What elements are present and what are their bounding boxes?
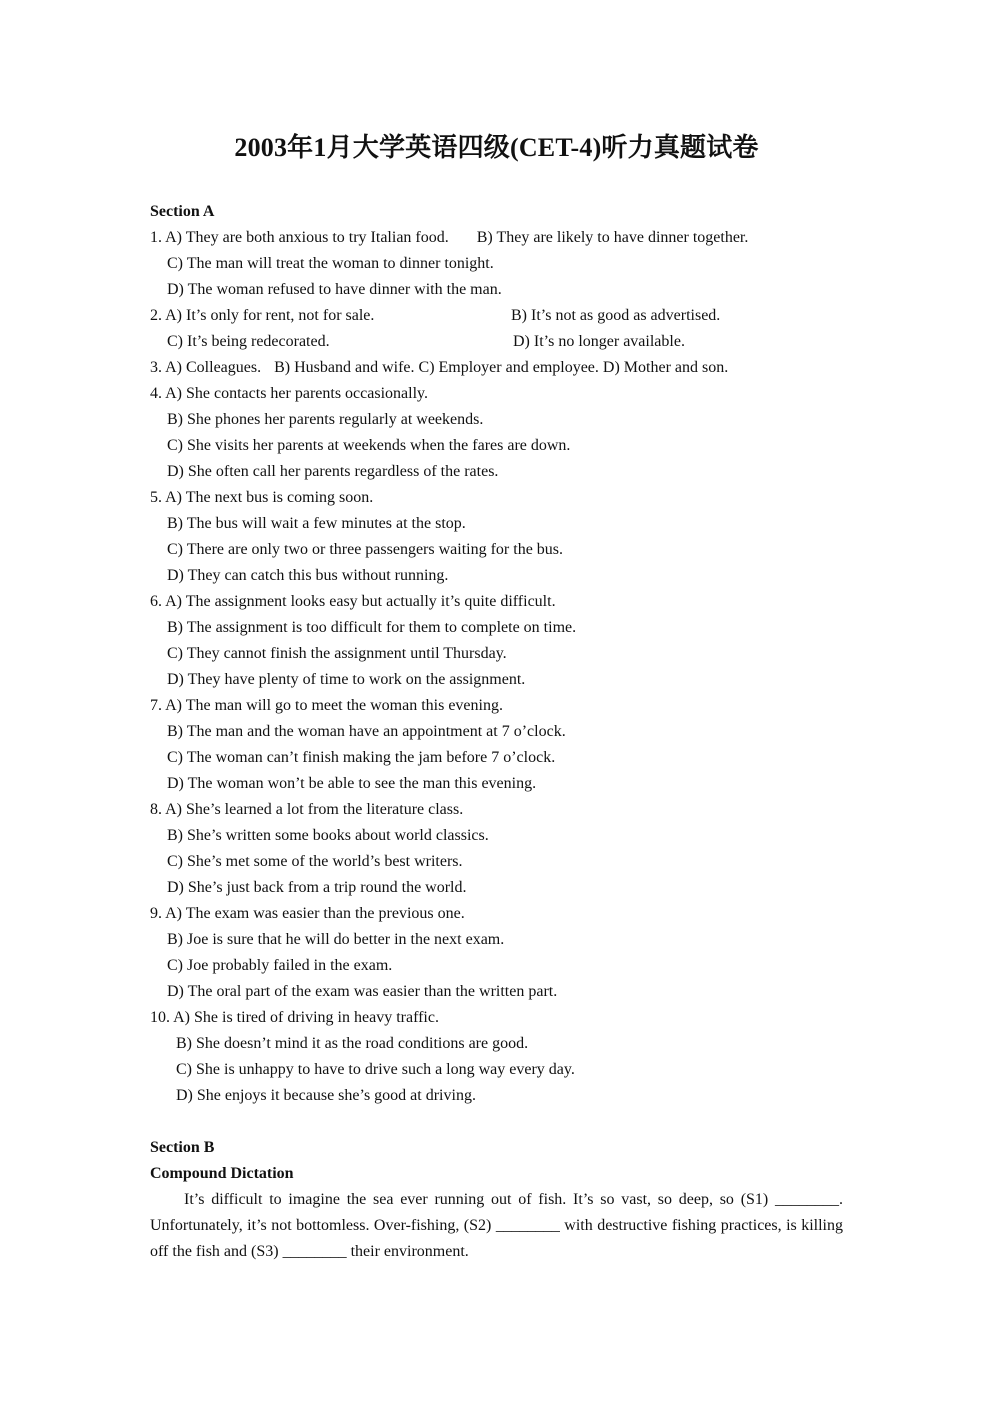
question-2-option-b: B) It’s not as good as advertised. bbox=[511, 307, 721, 324]
question-9-option-c: C) Joe probably failed in the exam. bbox=[167, 957, 393, 974]
section-b-heading: Section B bbox=[150, 1139, 215, 1156]
question-7-option-d: D) The woman won’t be able to see the man this evening. bbox=[167, 775, 537, 792]
question-4-option-b: B) She phones her parents regularly at weekends. bbox=[167, 411, 484, 428]
question-10-option-c: C) She is unhappy to have to drive such a long way every day. bbox=[176, 1061, 575, 1078]
question-7-option-b: B) The man and the woman have an appointment at 7 o’clock. bbox=[167, 723, 566, 740]
question-2-option-c: C) It’s being redecorated. bbox=[167, 333, 330, 350]
question-9-option-d: D) The oral part of the exam was easier than the written part. bbox=[167, 983, 558, 1000]
question-1-row-1 bbox=[150, 225, 843, 251]
question-10-option-b: B) She doesn’t mind it as the road conditions are good. bbox=[176, 1035, 529, 1052]
question-4-option-c: C) She visits her parents at weekends when the fares are down. bbox=[167, 437, 571, 454]
question-2-option-d: D) It’s no longer available. bbox=[513, 333, 685, 350]
question-6-option-a: 6. A) The assignment looks easy but actually it’s quite difficult. bbox=[150, 593, 556, 610]
question-8-option-a: 8. A) She’s learned a lot from the literature class. bbox=[150, 801, 464, 818]
question-3-option-d: D) Mother and son. bbox=[602, 359, 729, 376]
question-3-option-c: C) Employer and employee. bbox=[418, 359, 599, 376]
question-2-option-a: 2. A) It’s only for rent, not for sale. bbox=[150, 307, 375, 324]
question-2-row-1 bbox=[150, 303, 843, 329]
question-8-option-c: C) She’s met some of the world’s best writers. bbox=[167, 853, 463, 870]
question-6-option-d: D) They have plenty of time to work on the assignment. bbox=[167, 671, 526, 688]
question-5-option-a: 5. A) The next bus is coming soon. bbox=[150, 489, 374, 506]
question-1-option-a: 1. A) They are both anxious to try Italian food. bbox=[150, 229, 449, 246]
page-title: 2003年1月大学英语四级(CET-4)听力真题试卷 bbox=[234, 133, 759, 162]
question-8-option-b: B) She’s written some books about world classics. bbox=[167, 827, 489, 844]
question-3-option-a: 3. A) Colleagues. bbox=[150, 359, 262, 376]
question-4-option-a: 4. A) She contacts her parents occasionally. bbox=[150, 385, 428, 402]
question-5-option-c: C) There are only two or three passengers waiting for the bus. bbox=[167, 541, 564, 558]
question-1-option-c: C) The man will treat the woman to dinner tonight. bbox=[167, 255, 494, 272]
question-3-row bbox=[150, 355, 843, 381]
dictation-passage: It’s difficult to imagine the sea ever running out of fish. It’s so vast, so deep, so (S1) ________. Unfortunately, it’s not bottomless. Over-fishing, (S2) ________ with destructive fishing practices, is killing off the fish and (S3) ________ their environment. bbox=[150, 1191, 843, 1260]
question-8-option-d: D) She’s just back from a trip round the world. bbox=[167, 879, 467, 896]
question-1-option-b: B) They are likely to have dinner together. bbox=[476, 229, 749, 246]
question-6-option-c: C) They cannot finish the assignment until Thursday. bbox=[167, 645, 507, 662]
question-1-option-d: D) The woman refused to have dinner with the man. bbox=[167, 281, 502, 298]
question-5-option-b: B) The bus will wait a few minutes at the stop. bbox=[167, 515, 466, 532]
question-9-option-a: 9. A) The exam was easier than the previous one. bbox=[150, 905, 465, 922]
question-3-option-b: B) Husband and wife. bbox=[274, 359, 415, 376]
question-7-option-a: 7. A) The man will go to meet the woman this evening. bbox=[150, 697, 503, 714]
document-body bbox=[150, 199, 843, 1265]
question-2-row-2 bbox=[150, 329, 843, 355]
question-10-option-d: D) She enjoys it because she’s good at driving. bbox=[176, 1087, 476, 1104]
question-4-option-d: D) She often call her parents regardless of the rates. bbox=[167, 463, 499, 480]
section-spacer bbox=[150, 1109, 843, 1135]
question-5-option-d: D) They can catch this bus without running. bbox=[167, 567, 449, 584]
question-7-option-c: C) The woman can’t finish making the jam before 7 o’clock. bbox=[167, 749, 556, 766]
compound-dictation-heading: Compound Dictation bbox=[150, 1165, 294, 1182]
question-6-option-b: B) The assignment is too difficult for them to complete on time. bbox=[167, 619, 577, 636]
section-a-heading: Section A bbox=[150, 203, 215, 220]
question-9-option-b: B) Joe is sure that he will do better in the next exam. bbox=[167, 931, 505, 948]
question-10-option-a: 10. A) She is tired of driving in heavy traffic. bbox=[150, 1009, 439, 1026]
